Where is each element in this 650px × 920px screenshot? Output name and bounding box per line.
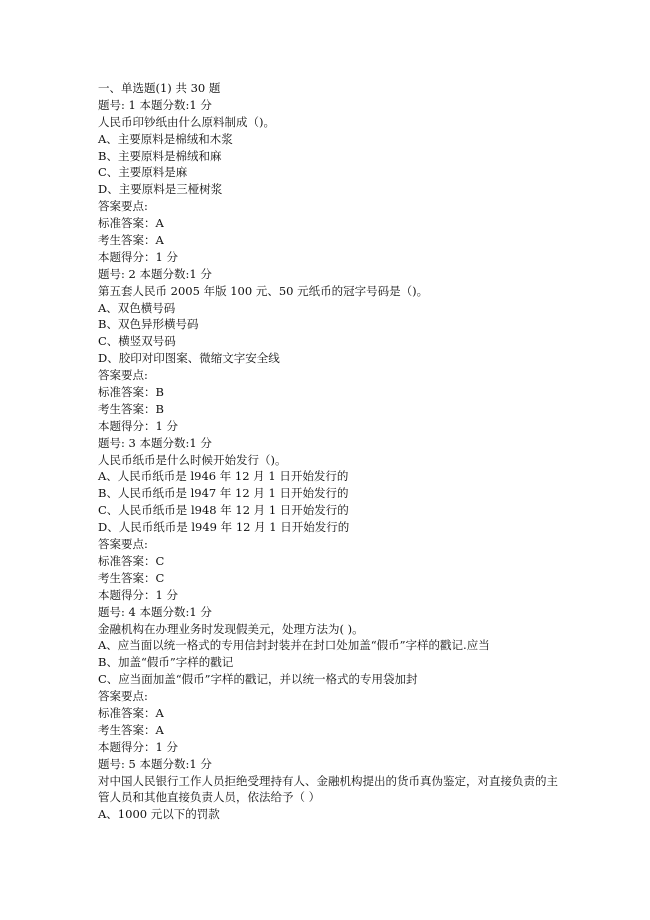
question-4-key-points: 答案要点: <box>98 689 148 704</box>
question-2-option-c: C、横竖双号码 <box>98 334 176 349</box>
question-4-score: 本题得分：1 分 <box>98 739 178 754</box>
question-3-option-a: A、人民币纸币是 l946 年 12 月 1 日开始发行的 <box>98 469 349 484</box>
question-2-score: 本题得分：1 分 <box>98 418 178 433</box>
document-page <box>98 80 568 823</box>
question-2-option-b: B、双色异形横号码 <box>98 317 199 332</box>
question-2-key-points: 答案要点: <box>98 368 148 383</box>
question-1-standard-answer: 标准答案：A <box>98 216 164 231</box>
question-1-key-points: 答案要点: <box>98 199 148 214</box>
question-4-stem: 金融机构在办理业务时发现假美元，处理方法为( )。 <box>98 621 364 636</box>
question-4-header: 题号: 4 本题分数:1 分 <box>98 604 212 619</box>
question-1-student-answer: 考生答案：A <box>98 233 164 248</box>
section-title: 一、单选题(1) 共 30 题 <box>98 81 221 95</box>
question-5-stem-line-1: 对中国人民银行工作人员拒绝受理持有人、金融机构提出的货币真伪鉴定，对直接负责的主 <box>98 773 558 788</box>
question-3-score: 本题得分：1 分 <box>98 587 178 602</box>
question-3-option-b: B、人民币纸币是 l947 年 12 月 1 日开始发行的 <box>98 486 349 501</box>
question-3-key-points: 答案要点: <box>98 537 148 552</box>
question-1-option-a: A、主要原料是棉绒和木浆 <box>98 131 233 146</box>
question-1-option-c: C、主要原料是麻 <box>98 165 188 180</box>
question-2-header: 题号: 2 本题分数:1 分 <box>98 266 212 281</box>
question-1-option-b: B、主要原料是棉绒和麻 <box>98 148 222 163</box>
question-3-stem: 人民币纸币是什么时候开始发行（)。 <box>98 452 287 467</box>
question-3-standard-answer: 标准答案：C <box>98 553 165 568</box>
question-3-student-answer: 考生答案：C <box>98 570 165 585</box>
question-3-option-d: D、人民币纸币是 l949 年 12 月 1 日开始发行的 <box>98 520 350 535</box>
question-4-option-c: C、应当面加盖“假币”字样的戳记，并以统一格式的专用袋加封 <box>98 672 418 687</box>
question-2-standard-answer: 标准答案：B <box>98 385 164 400</box>
question-1-stem: 人民币印钞纸由什么原料制成（)。 <box>98 114 275 129</box>
question-4-option-b: B、加盖“假币”字样的戳记 <box>98 655 234 670</box>
question-1-score: 本题得分：1 分 <box>98 249 178 264</box>
question-2-stem: 第五套人民币 2005 年版 100 元、50 元纸币的冠字号码是（)。 <box>98 283 429 298</box>
question-2-student-answer: 考生答案：B <box>98 401 164 416</box>
question-1-header: 题号: 1 本题分数:1 分 <box>98 97 212 112</box>
question-5-option-a: A、1000 元以下的罚款 <box>98 807 220 822</box>
question-1-option-d: D、主要原料是三桠树浆 <box>98 182 223 197</box>
question-5-stem-line-2: 管人员和其他直接负责人员，依法给予（ ） <box>98 790 321 805</box>
question-2-option-d: D、胶印对印图案、微缩文字安全线 <box>98 351 280 366</box>
question-4-student-answer: 考生答案：A <box>98 722 164 737</box>
question-3-option-c: C、人民币纸币是 l948 年 12 月 1 日开始发行的 <box>98 503 349 518</box>
question-3-header: 题号: 3 本题分数:1 分 <box>98 435 212 450</box>
question-4-standard-answer: 标准答案：A <box>98 705 164 720</box>
question-5-header: 题号: 5 本题分数:1 分 <box>98 756 212 771</box>
question-2-option-a: A、双色横号码 <box>98 300 176 315</box>
question-4-option-a: A、应当面以统一格式的专用信封封装并在封口处加盖“假币”字样的戳记.应当 <box>98 638 490 653</box>
